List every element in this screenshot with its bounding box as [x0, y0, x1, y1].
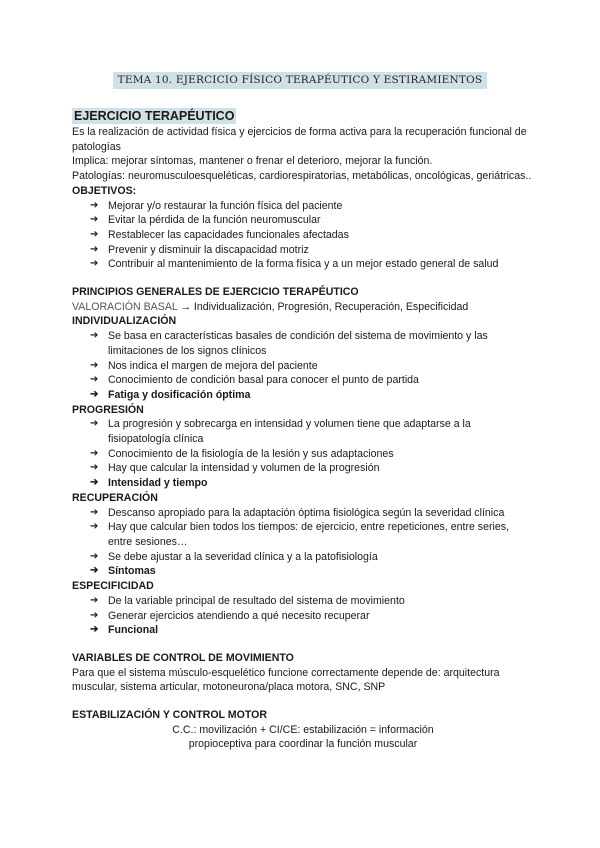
arrow-right-icon: ➔	[90, 521, 99, 533]
arrow-right-icon: ➔	[90, 418, 99, 430]
arrow-right-icon: ➔	[90, 565, 99, 577]
especificidad-list	[72, 594, 534, 638]
arrow-right-icon: ➔	[90, 228, 99, 240]
arrow-right-icon: ➔	[90, 374, 99, 386]
list-item: ➔ Se basa en características basales de condición del sistema de movimiento y las limitaciones de los signos clínicos	[90, 330, 488, 357]
list-item: ➔ Descanso apropiado para la adaptación óptima fisiológica según la severidad clínica	[90, 506, 505, 519]
list-item: ➔ Generar ejercicios atendiendo a qué necesito recuperar	[90, 609, 370, 622]
objetivos-list	[72, 199, 534, 273]
objetivos-label: OBJETIVOS:	[72, 184, 137, 197]
list-item: ➔ De la variable principal de resultado del sistema de movimiento	[90, 594, 405, 607]
recuperacion-list	[72, 506, 534, 580]
variables-text: Para que el sistema músculo-esquelético funcione correctamente depende de: arquitectura muscular, sistema articular, motoneurona/placa motora, SNC, SNP	[72, 666, 500, 694]
arrow-right-icon: ➔	[90, 199, 99, 211]
section-ejercicio-terapeutico	[72, 108, 534, 272]
arrow-right-icon: ➔	[90, 609, 99, 621]
estabilizacion-line-2: propioceptiva para coordinar la función muscular	[188, 738, 418, 751]
list-item: ➔ Mejorar y/o restaurar la función física del paciente	[90, 199, 343, 212]
list-item: ➔ Conocimiento de condición basal para conocer el punto de partida	[90, 374, 419, 387]
arrow-right-icon: ➔	[90, 330, 99, 342]
list-item: ➔ Intensidad y tiempo	[90, 477, 208, 490]
list-item: ➔ Prevenir y disminuir la discapacidad motriz	[90, 243, 309, 256]
definition-text: Es la realización de actividad física y ejercicios de forma activa para la recuperación funcional de patologías	[72, 126, 527, 153]
arrow-right-icon: ➔	[90, 462, 99, 474]
implica-text: Implica: mejorar síntomas, mantener o frenar el deterioro, mejorar la función.	[72, 155, 433, 168]
list-item: ➔ Síntomas	[90, 565, 156, 578]
arrow-right-icon: ➔	[90, 624, 99, 636]
patologias-text: Patologías: neuromusculoesqueléticas, cardiorespiratorias, metabólicas, oncológicas, geriátricas..	[72, 170, 532, 183]
arrow-right-icon: ➔	[90, 550, 99, 562]
arrow-right-icon: ➔	[90, 447, 99, 459]
section-principios-generales	[72, 285, 534, 638]
estabilizacion-line-1: C.C.: movilización + CI/CE: estabilización = información	[172, 723, 434, 736]
especificidad-label: ESPECIFICIDAD	[72, 580, 154, 593]
section-heading: ESTABILIZACIÓN Y CONTROL MOTOR	[72, 709, 268, 722]
arrow-right-icon: ➔	[90, 359, 99, 371]
arrow-right-icon: ➔	[90, 258, 99, 270]
arrow-right-icon: ➔	[90, 388, 99, 400]
list-item: ➔ Fatiga y dosificación óptima	[90, 388, 251, 401]
valoracion-basal-text: VALORACIÓN BASAL → Individualización, Progresión, Recuperación, Especificidad	[72, 300, 469, 313]
arrow-right-icon: ➔	[90, 506, 99, 518]
section-variables-control	[72, 651, 534, 695]
arrow-right-icon: ➔	[90, 243, 99, 255]
section-heading: VARIABLES DE CONTROL DE MOVIMIENTO	[72, 651, 294, 664]
list-item: ➔ Conocimiento de la fisiología de la lesión y sus adaptaciones	[90, 447, 394, 460]
list-item: ➔ Funcional	[90, 624, 159, 637]
individualizacion-label: INDIVIDUALIZACIÓN	[72, 315, 177, 328]
list-item: ➔ Hay que calcular la intensidad y volumen de la progresión	[90, 462, 380, 475]
progresion-list	[72, 417, 534, 491]
arrow-right-icon: ➔	[90, 477, 99, 489]
document-body	[72, 108, 534, 752]
list-item: ➔ Se debe ajustar a la severidad clínica y a la patofisiología	[90, 550, 378, 563]
list-item: ➔ Contribuir al mantenimiento de la forma física y a un mejor estado general de salud	[90, 258, 499, 271]
arrow-right-icon: ➔	[90, 214, 99, 226]
list-item: ➔ La progresión y sobrecarga en intensidad y volumen tiene que adaptarse a la fisiopatología clínica	[90, 418, 471, 446]
list-item: ➔ Restablecer las capacidades funcionales afectadas	[90, 228, 349, 241]
arrow-right-icon: ➔	[90, 594, 99, 606]
list-item: ➔ Nos indica el margen de mejora del paciente	[90, 359, 318, 372]
section-heading: PRINCIPIOS GENERALES DE EJERCICIO TERAPÉUTICO	[72, 286, 359, 299]
progresion-label: PROGRESIÓN	[72, 403, 144, 416]
recuperacion-label: RECUPERACIÓN	[72, 491, 158, 504]
individualizacion-list	[72, 329, 534, 403]
section-heading: EJERCICIO TERAPÉUTICO	[74, 109, 235, 123]
list-item: ➔ Hay que calcular bien todos los tiempos: de ejercicio, entre repeticiones, entre series, entre sesiones…	[90, 521, 510, 548]
list-item: ➔ Evitar la pérdida de la función neuromuscular	[90, 214, 321, 227]
section-estabilizacion	[72, 708, 534, 752]
document-title: TEMA 10. EJERCICIO FÍSICO TERAPÉUTICO Y ESTIRAMIENTOS	[113, 72, 488, 89]
